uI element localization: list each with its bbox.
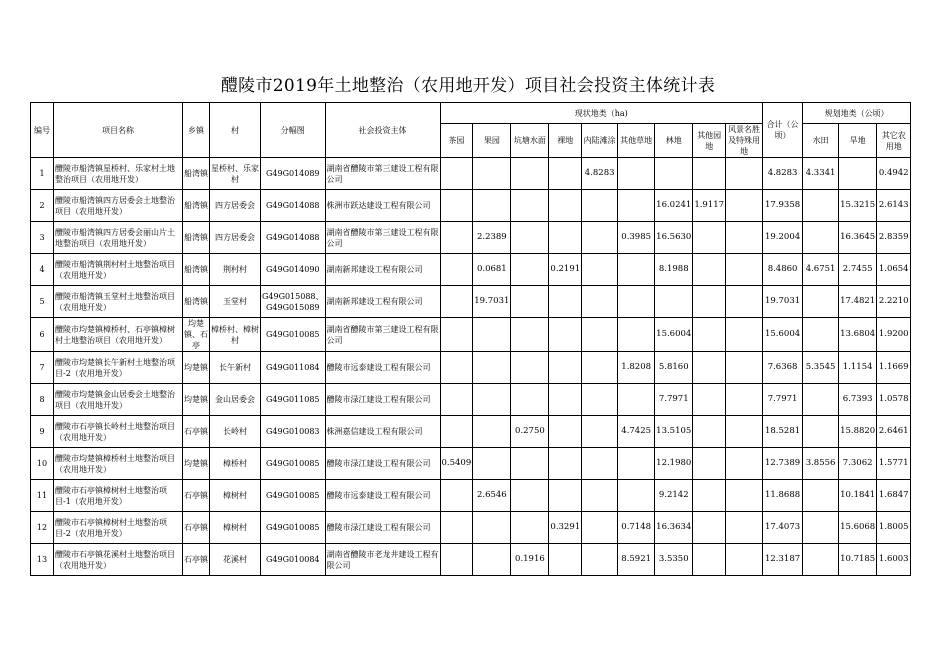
current-area-cell (582, 544, 618, 576)
village-cell: 樟树村 (210, 512, 261, 544)
current-area-cell (582, 352, 618, 384)
total-cell: 17.9358 (763, 190, 803, 222)
village-cell: 四方居委会 (210, 190, 261, 222)
town-cell: 均楚镇、石亭 (184, 319, 208, 350)
planned-area-cell: 17.4821 (839, 286, 877, 318)
planned-area-cell: 1.6003 (877, 544, 911, 576)
project-name-cell: 醴陵市船湾镇玉堂村土地整治项目（农用地开发） (54, 286, 183, 318)
current-area-cell (440, 352, 473, 384)
current-area-cell (726, 286, 763, 318)
current-area-cell: 0.3291 (549, 512, 582, 544)
total-cell: 19.7031 (763, 286, 803, 318)
current-area-cell (618, 254, 655, 286)
project-name-cell: 醴陵市船湾镇荆村村土地整治项目（农用地开发） (54, 254, 183, 286)
planned-area-cell: 7.3062 (839, 448, 877, 480)
current-area-cell (726, 448, 763, 480)
header-current-col: 风景名胜及特殊用地 (726, 124, 763, 158)
planned-area-cell: 2.6461 (877, 416, 911, 448)
current-area-cell: 19.7031 (473, 286, 511, 318)
total-cell: 7.7971 (763, 384, 803, 416)
town-cell: 石亭镇 (183, 512, 210, 544)
current-area-cell: 1.9117 (693, 190, 726, 222)
town-cell: 石亭镇 (183, 480, 210, 512)
current-area-cell (693, 416, 726, 448)
current-area-cell (582, 448, 618, 480)
total-cell: 4.8283 (763, 158, 803, 190)
planned-area-cell: 3.8556 (803, 448, 839, 480)
map-sheet-cell: G49G010084 (261, 544, 326, 576)
current-area-cell: 0.3985 (618, 222, 655, 254)
row-number: 5 (31, 286, 54, 318)
investor-cell: 醴陵市渌江建设工程有限公司 (325, 512, 440, 544)
village-cell: 长午新村 (210, 352, 261, 384)
current-area-cell (618, 286, 655, 318)
planned-area-cell: 2.8359 (877, 222, 911, 254)
current-area-cell: 8.5921 (618, 544, 655, 576)
village-cell: 四方居委会 (210, 222, 261, 254)
planned-area-cell: 10.1841 (839, 480, 877, 512)
investor-cell: 醴陵市渌江建设工程有限公司 (325, 448, 440, 480)
current-area-cell (726, 158, 763, 190)
current-area-cell (693, 318, 726, 352)
table-row (31, 416, 911, 448)
current-area-cell (440, 384, 473, 416)
planned-area-cell: 0.4942 (877, 158, 911, 190)
current-area-cell (511, 480, 549, 512)
town-cell: 船湾镇 (183, 254, 210, 286)
header-no: 编号 (31, 103, 54, 158)
row-number: 3 (31, 222, 54, 254)
planned-area-cell: 1.0654 (877, 254, 911, 286)
project-name-cell: 醴陵市均楚镇金山居委会土地整治项目（农用地开发） (54, 384, 183, 416)
current-area-cell: 7.7971 (655, 384, 693, 416)
village-cell: 金山居委会 (210, 384, 261, 416)
map-sheet-cell: G49G014088 (261, 222, 326, 254)
total-cell: 15.6004 (763, 318, 803, 352)
header-investor: 社会投资主体 (325, 103, 440, 158)
project-name-cell: 醴陵市石亭镇花溪村土地整治项目（农用地开发） (54, 544, 183, 576)
current-area-cell (440, 416, 473, 448)
project-name-cell: 醴陵市均楚镇樟桥村土地整治项目（农用地开发） (54, 448, 183, 480)
project-name-cell: 醴陵市石亭镇樟树村土地整治项目-1（农用地开发） (54, 480, 183, 512)
planned-area-cell (803, 222, 839, 254)
current-area-cell (473, 352, 511, 384)
table-row (31, 448, 911, 480)
current-area-cell (582, 190, 618, 222)
current-area-cell (473, 158, 511, 190)
planned-area-cell: 4.3341 (803, 158, 839, 190)
planned-area-cell: 2.2210 (877, 286, 911, 318)
header-current-col: 其他园地 (693, 124, 726, 158)
header-current-col: 茶园 (440, 124, 473, 158)
planned-area-cell: 16.3645 (839, 222, 877, 254)
statistics-table (30, 102, 911, 576)
row-number: 10 (31, 448, 54, 480)
current-area-cell (473, 190, 511, 222)
table-row (31, 318, 911, 352)
current-area-cell: 16.3634 (655, 512, 693, 544)
table-row (31, 480, 911, 512)
current-area-cell: 5.8160 (655, 352, 693, 384)
planned-area-cell: 1.0578 (877, 384, 911, 416)
investor-cell: 湖南省醴陵市第三建设工程有限公司 (325, 158, 440, 190)
current-area-cell (473, 544, 511, 576)
investor-cell: 湖南省醴陵市第三建设工程有限公司 (325, 222, 440, 254)
planned-area-cell: 2.6143 (877, 190, 911, 222)
header-town: 乡镇 (183, 103, 210, 158)
planned-area-cell (803, 416, 839, 448)
total-cell: 17.4073 (763, 512, 803, 544)
current-area-cell (582, 384, 618, 416)
current-area-cell (440, 254, 473, 286)
current-area-cell (473, 318, 511, 352)
header-project-name: 项目名称 (54, 103, 183, 158)
current-area-cell: 0.0681 (473, 254, 511, 286)
planned-area-cell: 1.5771 (877, 448, 911, 480)
map-sheet-cell: G49G010085 (261, 512, 326, 544)
header-map-sheet: 分幅图 (261, 103, 326, 158)
current-area-cell (693, 384, 726, 416)
current-area-cell (582, 416, 618, 448)
current-area-cell (726, 318, 763, 352)
table-row (31, 158, 911, 190)
row-number: 8 (31, 384, 54, 416)
planned-area-cell: 15.8820 (839, 416, 877, 448)
total-cell: 12.3187 (763, 544, 803, 576)
village-cell: 樟桥村 (210, 448, 261, 480)
row-number: 13 (31, 544, 54, 576)
table-row (31, 544, 911, 576)
investor-cell: 湖南新邦建设工程有限公司 (325, 254, 440, 286)
investor-cell: 醴陵市渌江建设工程有限公司 (325, 384, 440, 416)
header-current-col: 林地 (655, 124, 693, 158)
planned-area-cell: 15.6068 (839, 512, 877, 544)
current-area-cell (440, 480, 473, 512)
map-sheet-cell: G49G011084 (261, 352, 326, 384)
current-area-cell: 12.1980 (655, 448, 693, 480)
row-number: 6 (31, 318, 54, 352)
current-area-cell: 2.2389 (473, 222, 511, 254)
current-area-cell: 16.5630 (655, 222, 693, 254)
current-area-cell (693, 480, 726, 512)
map-sheet-cell: G49G015088、G49G015089 (261, 286, 326, 318)
current-area-cell (440, 158, 473, 190)
current-area-cell (582, 222, 618, 254)
row-number: 11 (31, 480, 54, 512)
town-cell: 石亭镇 (183, 544, 210, 576)
current-area-cell: 9.2142 (655, 480, 693, 512)
current-area-cell (655, 286, 693, 318)
header-current-col: 其他草地 (618, 124, 655, 158)
project-name-cell: 醴陵市均楚镇樟桥村、石亭镇樟树村土地整治项目（农用地开发） (54, 318, 183, 352)
planned-area-cell: 6.7393 (839, 384, 877, 416)
town-cell: 船湾镇 (183, 190, 210, 222)
current-area-cell: 16.0241 (655, 190, 693, 222)
planned-area-cell: 1.8005 (877, 512, 911, 544)
page-title: 醴陵市2019年土地整治（农用地开发）项目社会投资主体统计表 (220, 76, 716, 96)
current-area-cell (618, 318, 655, 352)
town-cell: 均楚镇 (183, 384, 210, 416)
header-planned-col: 其它农用地 (877, 124, 911, 158)
map-sheet-cell: G49G014090 (261, 254, 326, 286)
planned-area-cell: 10.7185 (839, 544, 877, 576)
current-area-cell: 4.7425 (618, 416, 655, 448)
current-area-cell (549, 448, 582, 480)
header-planned-col: 旱地 (839, 124, 877, 158)
current-area-cell (693, 158, 726, 190)
project-name-cell: 醴陵市石亭镇长岭村土地整治项目（农用地开发） (54, 416, 183, 448)
village-cell: 星桥村、乐家村 (210, 158, 261, 190)
current-area-cell (549, 480, 582, 512)
town-cell: 均楚镇 (183, 448, 210, 480)
current-area-cell (440, 222, 473, 254)
village-cell: 樟树村 (210, 480, 261, 512)
planned-area-cell (803, 190, 839, 222)
current-area-cell (511, 512, 549, 544)
planned-area-cell: 1.9200 (877, 318, 911, 352)
row-number: 4 (31, 254, 54, 286)
map-sheet-cell: G49G014089 (261, 158, 326, 190)
planned-area-cell (803, 384, 839, 416)
planned-area-cell: 1.1669 (877, 352, 911, 384)
current-area-cell (549, 286, 582, 318)
planned-area-cell: 2.7455 (839, 254, 877, 286)
current-area-cell (693, 222, 726, 254)
village-cell: 花溪村 (210, 544, 261, 576)
town-cell: 船湾镇 (183, 286, 210, 318)
planned-area-cell (803, 544, 839, 576)
current-area-cell (511, 254, 549, 286)
town-cell: 石亭镇 (183, 416, 210, 448)
current-area-cell (511, 190, 549, 222)
current-area-cell (582, 286, 618, 318)
current-area-cell: 15.6004 (655, 318, 693, 352)
town-cell: 船湾镇 (183, 222, 210, 254)
current-area-cell (440, 544, 473, 576)
current-area-cell (549, 222, 582, 254)
current-area-cell (549, 544, 582, 576)
current-area-cell (549, 416, 582, 448)
current-area-cell (549, 384, 582, 416)
current-area-cell: 0.2750 (511, 416, 549, 448)
current-area-cell (726, 416, 763, 448)
current-area-cell (618, 480, 655, 512)
header-current-col: 坑塘水面 (511, 124, 549, 158)
project-name-cell: 醴陵市船湾镇四方居委会丽山片土地整治项目（农用地开发） (54, 222, 183, 254)
current-area-cell: 0.7148 (618, 512, 655, 544)
current-area-cell (693, 286, 726, 318)
total-cell: 7.6368 (763, 352, 803, 384)
village-cell: 荆村村 (210, 254, 261, 286)
current-area-cell: 1.8208 (618, 352, 655, 384)
map-sheet-cell: G49G010085 (261, 318, 326, 352)
investor-cell: 醴陵市远泰建设工程有限公司 (325, 480, 440, 512)
current-area-cell (582, 318, 618, 352)
current-area-cell (618, 384, 655, 416)
header-current-col: 裸地 (549, 124, 582, 158)
current-area-cell (693, 254, 726, 286)
row-number: 1 (31, 158, 54, 190)
current-area-cell (618, 158, 655, 190)
map-sheet-cell: G49G014088 (261, 190, 326, 222)
map-sheet-cell: G49G011085 (261, 384, 326, 416)
total-cell: 12.7389 (763, 448, 803, 480)
town-cell: 均楚镇 (183, 352, 210, 384)
current-area-cell (473, 416, 511, 448)
current-area-cell (549, 158, 582, 190)
current-area-cell (473, 384, 511, 416)
planned-area-cell: 5.3545 (803, 352, 839, 384)
header-current-land-type: 现状地类（ha) (440, 103, 763, 124)
planned-area-cell (803, 480, 839, 512)
project-name-cell: 醴陵市均楚镇长午新村土地整治项目-2（农用地开发） (54, 352, 183, 384)
planned-area-cell (803, 286, 839, 318)
table-row (31, 190, 911, 222)
current-area-cell (726, 384, 763, 416)
current-area-cell (549, 352, 582, 384)
header-planned-land-type: 规划地类（公顷） (803, 103, 911, 124)
planned-area-cell: 4.6751 (803, 254, 839, 286)
current-area-cell (511, 318, 549, 352)
town-cell: 船湾镇 (183, 158, 210, 190)
investor-cell: 株洲市跃达建设工程有限公司 (325, 190, 440, 222)
current-area-cell (693, 544, 726, 576)
village-cell: 樟桥村、樟树村 (210, 318, 261, 352)
current-area-cell (618, 448, 655, 480)
current-area-cell (582, 254, 618, 286)
investor-cell: 醴陵市远泰建设工程有限公司 (325, 352, 440, 384)
header-total: 合计（公顷） (763, 103, 803, 158)
current-area-cell (473, 448, 511, 480)
planned-area-cell: 1.6847 (877, 480, 911, 512)
current-area-cell (726, 190, 763, 222)
planned-area-cell (839, 158, 877, 190)
investor-cell: 株洲嘉信建设工程有限公司 (325, 416, 440, 448)
project-name-cell: 醴陵市船湾镇四方居委会土地整治项目（农用地开发） (54, 190, 183, 222)
current-area-cell (511, 448, 549, 480)
table-row (31, 286, 911, 318)
investor-cell: 湖南省醴陵市老龙井建设工程有限公司 (325, 544, 440, 576)
village-cell: 长岭村 (210, 416, 261, 448)
current-area-cell (726, 254, 763, 286)
map-sheet-cell: G49G010085 (261, 480, 326, 512)
current-area-cell (511, 352, 549, 384)
current-area-cell: 13.5105 (655, 416, 693, 448)
current-area-cell (693, 352, 726, 384)
planned-area-cell (803, 318, 839, 352)
current-area-cell (726, 222, 763, 254)
current-area-cell (726, 544, 763, 576)
header-village: 村 (210, 103, 261, 158)
current-area-cell (511, 158, 549, 190)
current-area-cell (549, 318, 582, 352)
current-area-cell: 0.1916 (511, 544, 549, 576)
current-area-cell: 0.5409 (440, 448, 473, 480)
current-area-cell (440, 512, 473, 544)
total-cell: 8.4860 (763, 254, 803, 286)
planned-area-cell: 1.1154 (839, 352, 877, 384)
current-area-cell (549, 190, 582, 222)
current-area-cell (726, 512, 763, 544)
header-current-col: 内陆滩涂 (582, 124, 618, 158)
table-row (31, 254, 911, 286)
current-area-cell (511, 222, 549, 254)
current-area-cell: 0.2191 (549, 254, 582, 286)
map-sheet-cell: G49G010085 (261, 448, 326, 480)
planned-area-cell (803, 512, 839, 544)
investor-cell: 湖南省醴陵市第三建设工程有限公司 (325, 318, 440, 352)
total-cell: 19.2004 (763, 222, 803, 254)
total-cell: 18.5281 (763, 416, 803, 448)
row-number: 12 (31, 512, 54, 544)
current-area-cell (440, 286, 473, 318)
project-name-cell: 醴陵市船湾镇星桥村、乐家村土地整治项目（农用地开发） (54, 158, 183, 190)
row-number: 2 (31, 190, 54, 222)
header-current-col: 果园 (473, 124, 511, 158)
current-area-cell: 2.6546 (473, 480, 511, 512)
current-area-cell (693, 448, 726, 480)
investor-cell: 湖南新邦建设工程有限公司 (325, 286, 440, 318)
current-area-cell (582, 480, 618, 512)
table-row (31, 352, 911, 384)
current-area-cell: 4.8283 (582, 158, 618, 190)
planned-area-cell: 15.3215 (839, 190, 877, 222)
current-area-cell (440, 190, 473, 222)
map-sheet-cell: G49G010083 (261, 416, 326, 448)
current-area-cell (511, 286, 549, 318)
current-area-cell (726, 352, 763, 384)
current-area-cell: 8.1988 (655, 254, 693, 286)
table-row (31, 512, 911, 544)
current-area-cell (693, 512, 726, 544)
current-area-cell (655, 158, 693, 190)
planned-area-cell: 13.6804 (839, 318, 877, 352)
current-area-cell (726, 480, 763, 512)
total-cell: 11.8688 (763, 480, 803, 512)
current-area-cell (511, 384, 549, 416)
project-name-cell: 醴陵市石亭镇樟树村土地整治项目-2（农用地开发） (54, 512, 183, 544)
current-area-cell: 3.5350 (655, 544, 693, 576)
current-area-cell (440, 318, 473, 352)
header-planned-col: 水田 (803, 124, 839, 158)
village-cell: 玉堂村 (210, 286, 261, 318)
table-row (31, 222, 911, 254)
row-number: 9 (31, 416, 54, 448)
current-area-cell (473, 512, 511, 544)
current-area-cell (618, 190, 655, 222)
row-number: 7 (31, 352, 54, 384)
table-row (31, 384, 911, 416)
current-area-cell (582, 512, 618, 544)
